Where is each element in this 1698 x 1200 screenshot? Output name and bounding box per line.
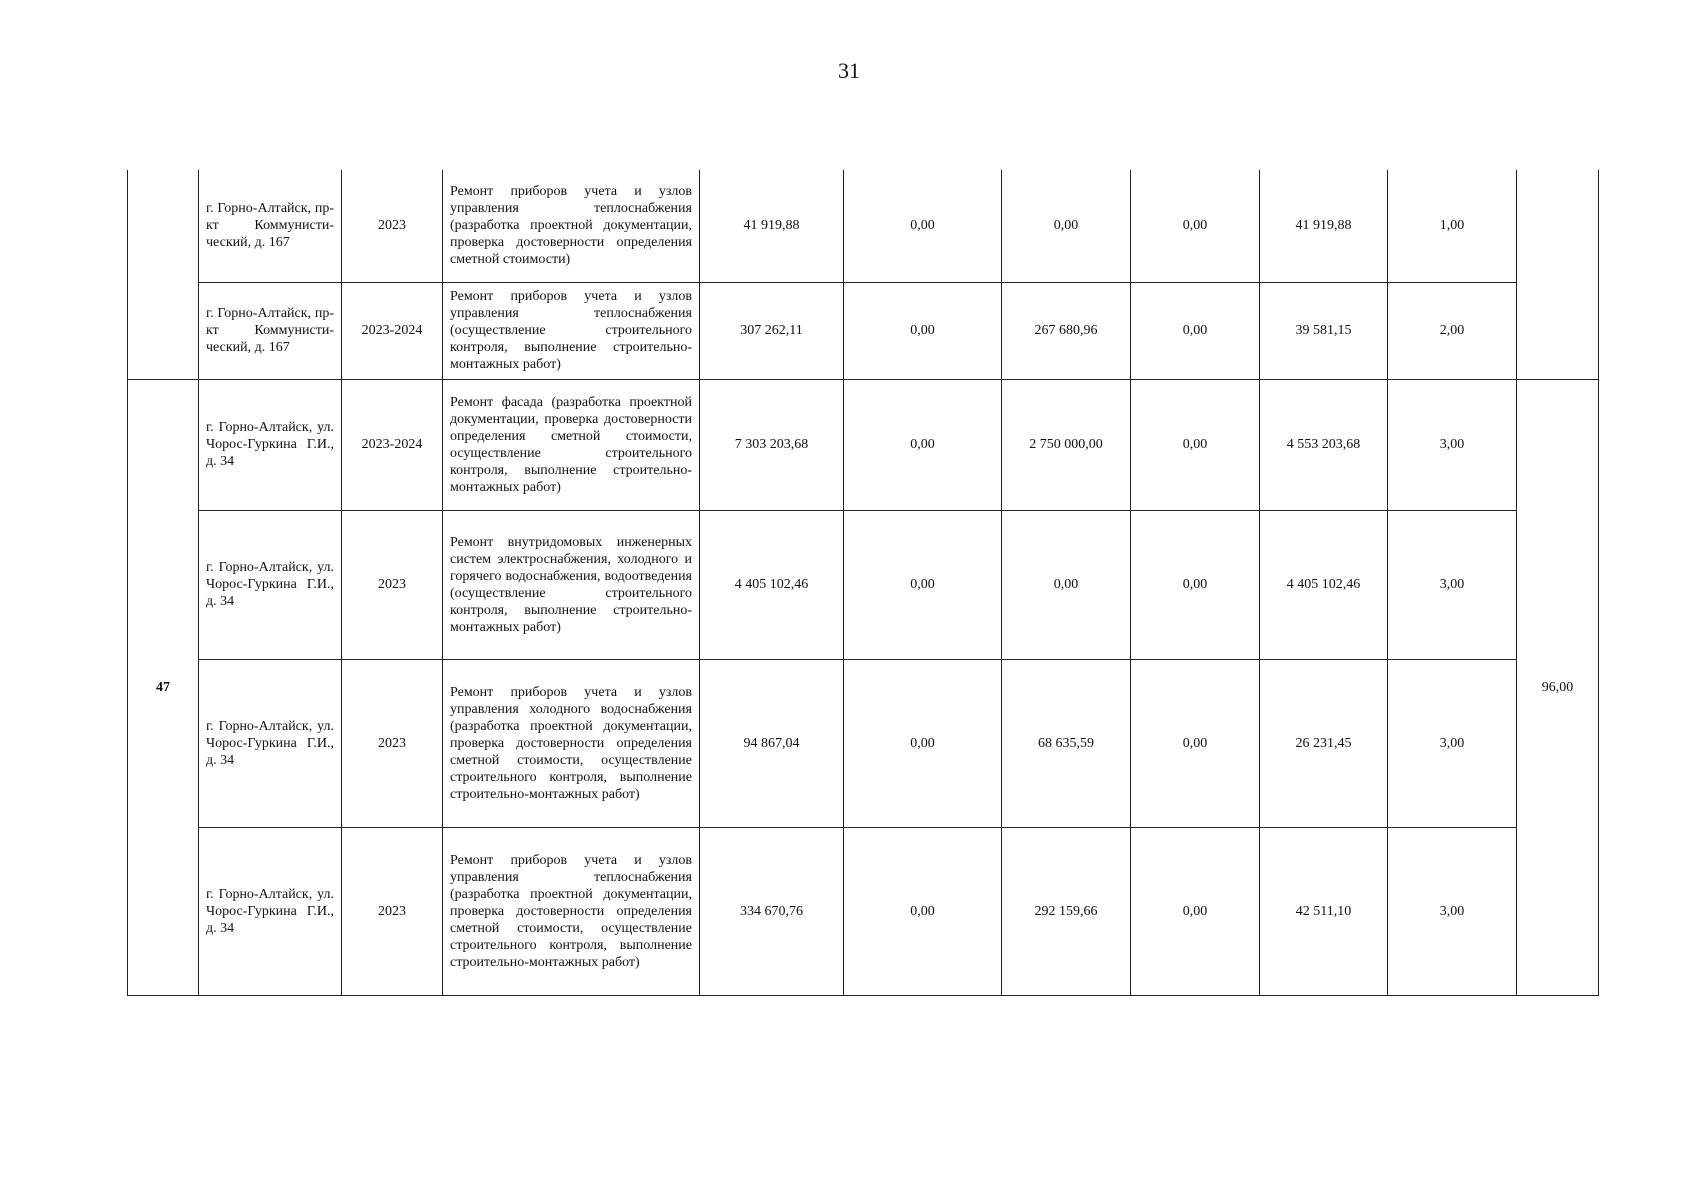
work-description-cell: Ремонт приборов учета и узлов управления теплоснабжения (разработка проектной документации, проверка достоверности определения сметной стоимости, осуществление строительного контроля, выполнение строительно-монтажных работ): [443, 827, 700, 995]
total-cost-cell: 307 262,11: [700, 282, 844, 379]
total-cost-cell: 94 867,04: [700, 659, 844, 827]
years-cell: 2023-2024: [342, 282, 443, 379]
value-cell: 0,00: [844, 827, 1002, 995]
value-cell: 292 159,66: [1002, 827, 1131, 995]
repair-works-table: [127, 170, 1599, 996]
value-cell: 2,00: [1388, 282, 1517, 379]
value-cell: 0,00: [844, 510, 1002, 659]
value-cell: 3,00: [1388, 659, 1517, 827]
address-cell: г. Горно-Алтайск, ул. Чорос-Гуркина Г.И., д. 34: [199, 510, 342, 659]
years-cell: 2023: [342, 827, 443, 995]
group-total-cell: [1517, 170, 1599, 379]
table-row: [128, 510, 1599, 659]
value-cell: 3,00: [1388, 510, 1517, 659]
value-cell: 267 680,96: [1002, 282, 1131, 379]
value-cell: 4 553 203,68: [1260, 379, 1388, 510]
years-cell: 2023: [342, 659, 443, 827]
address-cell: г. Горно-Алтайск, пр-кт Коммунисти-ческий, д. 167: [199, 170, 342, 282]
years-cell: 2023: [342, 170, 443, 282]
value-cell: 0,00: [1002, 510, 1131, 659]
value-cell: 4 405 102,46: [1260, 510, 1388, 659]
value-cell: 0,00: [1002, 170, 1131, 282]
table-row: [128, 827, 1599, 995]
address-cell: г. Горно-Алтайск, ул. Чорос-Гуркина Г.И., д. 34: [199, 379, 342, 510]
work-description-cell: Ремонт внутридомовых инженерных систем электроснабжения, холодного и горячего водоснабжения, водоотведения (осуществление строительного контроля, выполнение строительно-монтажных работ): [443, 510, 700, 659]
value-cell: 0,00: [1131, 282, 1260, 379]
years-cell: 2023-2024: [342, 379, 443, 510]
value-cell: 1,00: [1388, 170, 1517, 282]
value-cell: 68 635,59: [1002, 659, 1131, 827]
total-cost-cell: 7 303 203,68: [700, 379, 844, 510]
address-cell: г. Горно-Алтайск, ул. Чорос-Гуркина Г.И., д. 34: [199, 659, 342, 827]
group-total-cell: 96,00: [1517, 379, 1599, 995]
total-cost-cell: 4 405 102,46: [700, 510, 844, 659]
value-cell: 0,00: [1131, 510, 1260, 659]
years-cell: 2023: [342, 510, 443, 659]
table-row: [128, 659, 1599, 827]
group-number-cell: 47: [128, 379, 199, 995]
value-cell: 26 231,45: [1260, 659, 1388, 827]
value-cell: 42 511,10: [1260, 827, 1388, 995]
total-cost-cell: 334 670,76: [700, 827, 844, 995]
value-cell: 3,00: [1388, 379, 1517, 510]
address-cell: г. Горно-Алтайск, пр-кт Коммунисти-ческий, д. 167: [199, 282, 342, 379]
work-description-cell: Ремонт приборов учета и узлов управления холодного водоснабжения (разработка проектной документации, проверка достоверности определения сметной стоимости, осуществление строительного контроля, выполнение строительно-монтажных работ): [443, 659, 700, 827]
group-number-cell: [128, 170, 199, 379]
value-cell: 41 919,88: [1260, 170, 1388, 282]
value-cell: 39 581,15: [1260, 282, 1388, 379]
value-cell: 2 750 000,00: [1002, 379, 1131, 510]
work-description-cell: Ремонт приборов учета и узлов управления теплоснабжения (разработка проектной документации, проверка достоверности определения сметной стоимости): [443, 170, 700, 282]
value-cell: 0,00: [844, 379, 1002, 510]
value-cell: 0,00: [844, 282, 1002, 379]
value-cell: 0,00: [844, 170, 1002, 282]
table-row: [128, 170, 1599, 282]
work-description-cell: Ремонт фасада (разработка проектной документации, проверка достоверности определения сметной стоимости, осуществление строительного контроля, выполнение строительно-монтажных работ): [443, 379, 700, 510]
value-cell: 0,00: [1131, 827, 1260, 995]
table-row: [128, 379, 1599, 510]
value-cell: 0,00: [1131, 170, 1260, 282]
value-cell: 3,00: [1388, 827, 1517, 995]
value-cell: 0,00: [1131, 659, 1260, 827]
work-description-cell: Ремонт приборов учета и узлов управления теплоснабжения (осуществление строительного контроля, выполнение строительно-монтажных работ): [443, 282, 700, 379]
value-cell: 0,00: [844, 659, 1002, 827]
table-row: [128, 282, 1599, 379]
value-cell: 0,00: [1131, 379, 1260, 510]
page-number: 31: [838, 58, 860, 83]
address-cell: г. Горно-Алтайск, ул. Чорос-Гуркина Г.И., д. 34: [199, 827, 342, 995]
total-cost-cell: 41 919,88: [700, 170, 844, 282]
